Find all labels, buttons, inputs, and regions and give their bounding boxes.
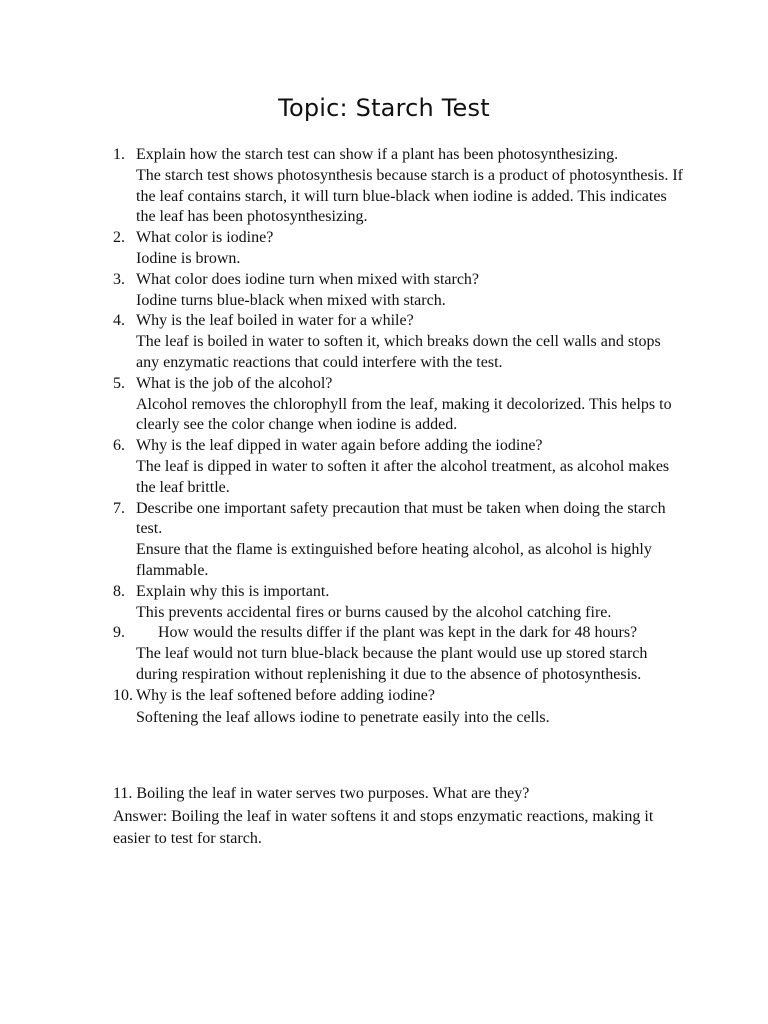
answer-text: Alcohol removes the chlorophyll from the leaf, making it decolorized. This helps to clearly see the color change when iodine is added. (136, 395, 672, 434)
item-number: 5. (113, 374, 125, 392)
question-text: Describe one important safety precaution that must be taken when doing the starch test. (136, 499, 666, 538)
list-item (113, 311, 683, 373)
item-number: 4. (113, 312, 125, 330)
question-text: What is the job of the alcohol? (136, 374, 333, 392)
answer-text: The starch test shows photosynthesis because starch is a product of photosynthesis. If the leaf contains starch, it will turn blue-black when iodine is added. This indicates the leaf has been photosynthesizing. (136, 166, 684, 226)
question-text: Why is the leaf dipped in water again before adding the iodine? (136, 437, 543, 455)
answer-text: The leaf is dipped in water to soften it after the alcohol treatment, as alcohol makes the leaf brittle. (136, 457, 670, 496)
list-item (113, 228, 683, 270)
list-item (113, 582, 683, 624)
list-item (113, 499, 683, 582)
extra-answer-text: Answer: Boiling the leaf in water softens it and stops enzymatic reactions, making it easier to test for starch. (113, 807, 654, 847)
answer-text: Ensure that the flame is extinguished before heating alcohol, as alcohol is highly flammable. (136, 541, 652, 579)
item-number: 8. (113, 582, 125, 600)
list-item (113, 623, 683, 685)
question-text: What color does iodine turn when mixed with starch? (136, 270, 480, 288)
question-answer-list (113, 145, 683, 728)
answer-text: The leaf is boiled in water to soften it, which breaks down the cell walls and stops any enzymatic reactions that could interfere with the test. (136, 333, 661, 371)
extra-question-block (113, 783, 673, 851)
list-item (113, 374, 683, 436)
list-item (113, 686, 683, 729)
page-title: Topic: Starch Test (278, 94, 490, 122)
list-item (113, 436, 683, 498)
answer-text: This prevents accidental fires or burns caused by the alcohol catching fire. (136, 603, 612, 621)
list-item (113, 270, 683, 312)
answer-text: Iodine turns blue-black when mixed with starch. (136, 291, 446, 309)
answer-text: Softening the leaf allows iodine to penetrate easily into the cells. (136, 708, 550, 726)
item-number: 1. (113, 146, 125, 163)
question-text: Why is the leaf boiled in water for a while? (136, 312, 414, 330)
item-number: 2. (113, 229, 125, 247)
question-text: What color is iodine? (136, 229, 274, 247)
question-text: Explain how the starch test can show if a plant has been photosynthesizing. (136, 146, 619, 163)
item-number: 7. (113, 499, 125, 517)
answer-text: Iodine is brown. (136, 249, 241, 267)
question-text: How would the results differ if the plant was kept in the dark for 48 hours? (158, 624, 638, 642)
item-number: 10. (113, 686, 133, 704)
extra-question-text: 11. Boiling the leaf in water serves two purposes. What are they? (113, 785, 530, 802)
question-text: Explain why this is important. (136, 582, 330, 600)
answer-text: The leaf would not turn blue-black because the plant would use up stored starch during respiration without replenishing it due to the absence of photosynthesis. (136, 645, 648, 683)
item-number: 3. (113, 270, 125, 288)
list-item (113, 145, 683, 228)
item-number: 6. (113, 437, 125, 455)
item-number: 9. (113, 624, 125, 642)
question-text: Why is the leaf softened before adding iodine? (136, 686, 435, 704)
